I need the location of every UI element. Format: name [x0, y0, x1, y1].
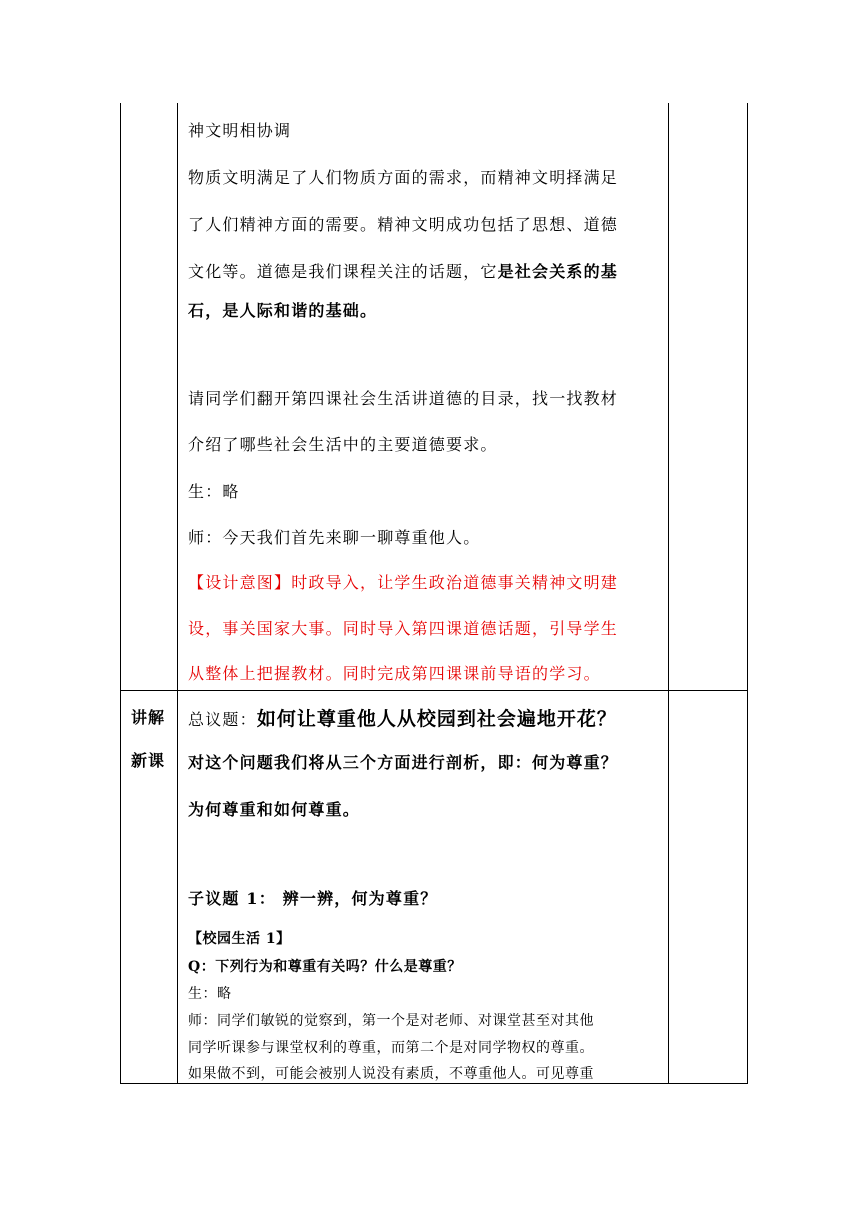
student-response: 生：略 — [188, 986, 232, 1002]
paragraph-line: 物质文明满足了人们物质方面的需求，而精神文明择满足 — [188, 168, 619, 187]
row-label: 讲解 — [131, 708, 166, 727]
sub-issue-heading: 子议题 1： 辨一辨，何为尊重？ — [188, 889, 438, 908]
table-row-divider — [120, 690, 748, 691]
teacher-line: 同学听课参与课堂权利的尊重，而第二个是对同学物权的尊重。 — [188, 1040, 594, 1056]
teacher-line: 如果做不到，可能会被别人说没有素质，不尊重他人。可见尊重 — [188, 1066, 594, 1082]
table-column-divider — [177, 103, 178, 1084]
analysis-line: 为何尊重和如何尊重。 — [188, 800, 361, 819]
paragraph-line: 介绍了哪些社会生活中的主要道德要求。 — [188, 435, 498, 454]
paragraph-line: 请同学们翻开第四课社会生活讲道德的目录，找一找教材 — [188, 389, 619, 408]
paragraph-bold-line: 石，是人际和谐的基础。 — [188, 301, 378, 320]
analysis-line: 对这个问题我们将从三个方面进行剖析，即：何为尊重？ — [188, 753, 619, 772]
teacher-line: 师：今天我们首先来聊一聊尊重他人。 — [188, 528, 481, 547]
overall-issue-title: 如何让尊重他人从校园到社会遍地开花？ — [256, 708, 617, 730]
design-intent-line: 从整体上把握教材。同时完成第四课课前导语的学习。 — [188, 664, 601, 683]
paragraph-line: 了人们精神方面的需要。精神文明成功包括了思想、道德 — [188, 215, 619, 234]
paragraph-line — [188, 259, 618, 282]
design-intent-line: 设，事关国家大事。同时导入第四课道德话题，引导学生 — [188, 619, 619, 638]
student-response: 生：略 — [188, 482, 240, 501]
row-label: 新课 — [131, 751, 166, 770]
paragraph-bold-text: 是社会关系的基 — [497, 262, 619, 281]
table-border-bottom — [120, 1083, 748, 1084]
table-border-left — [120, 103, 121, 1084]
overall-issue-label: 总议题： — [188, 710, 257, 729]
paragraph-line: 神文明相协调 — [188, 121, 292, 140]
table-border-right — [747, 103, 748, 1084]
question-line: Q：下列行为和尊重有关吗？什么是尊重？ — [188, 959, 462, 975]
teacher-line: 师：同学们敏锐的觉察到，第一个是对老师、对课堂甚至对其他 — [188, 1013, 594, 1029]
overall-issue — [188, 704, 617, 731]
table-column-divider — [668, 103, 669, 1084]
design-intent-line: 【设计意图】时政导入，让学生政治道德事关精神文明建 — [188, 573, 619, 592]
campus-life-heading: 【校园生活 1】 — [188, 931, 291, 947]
paragraph-text: 文化等。道德是我们课程关注的话题，它 — [188, 262, 498, 281]
